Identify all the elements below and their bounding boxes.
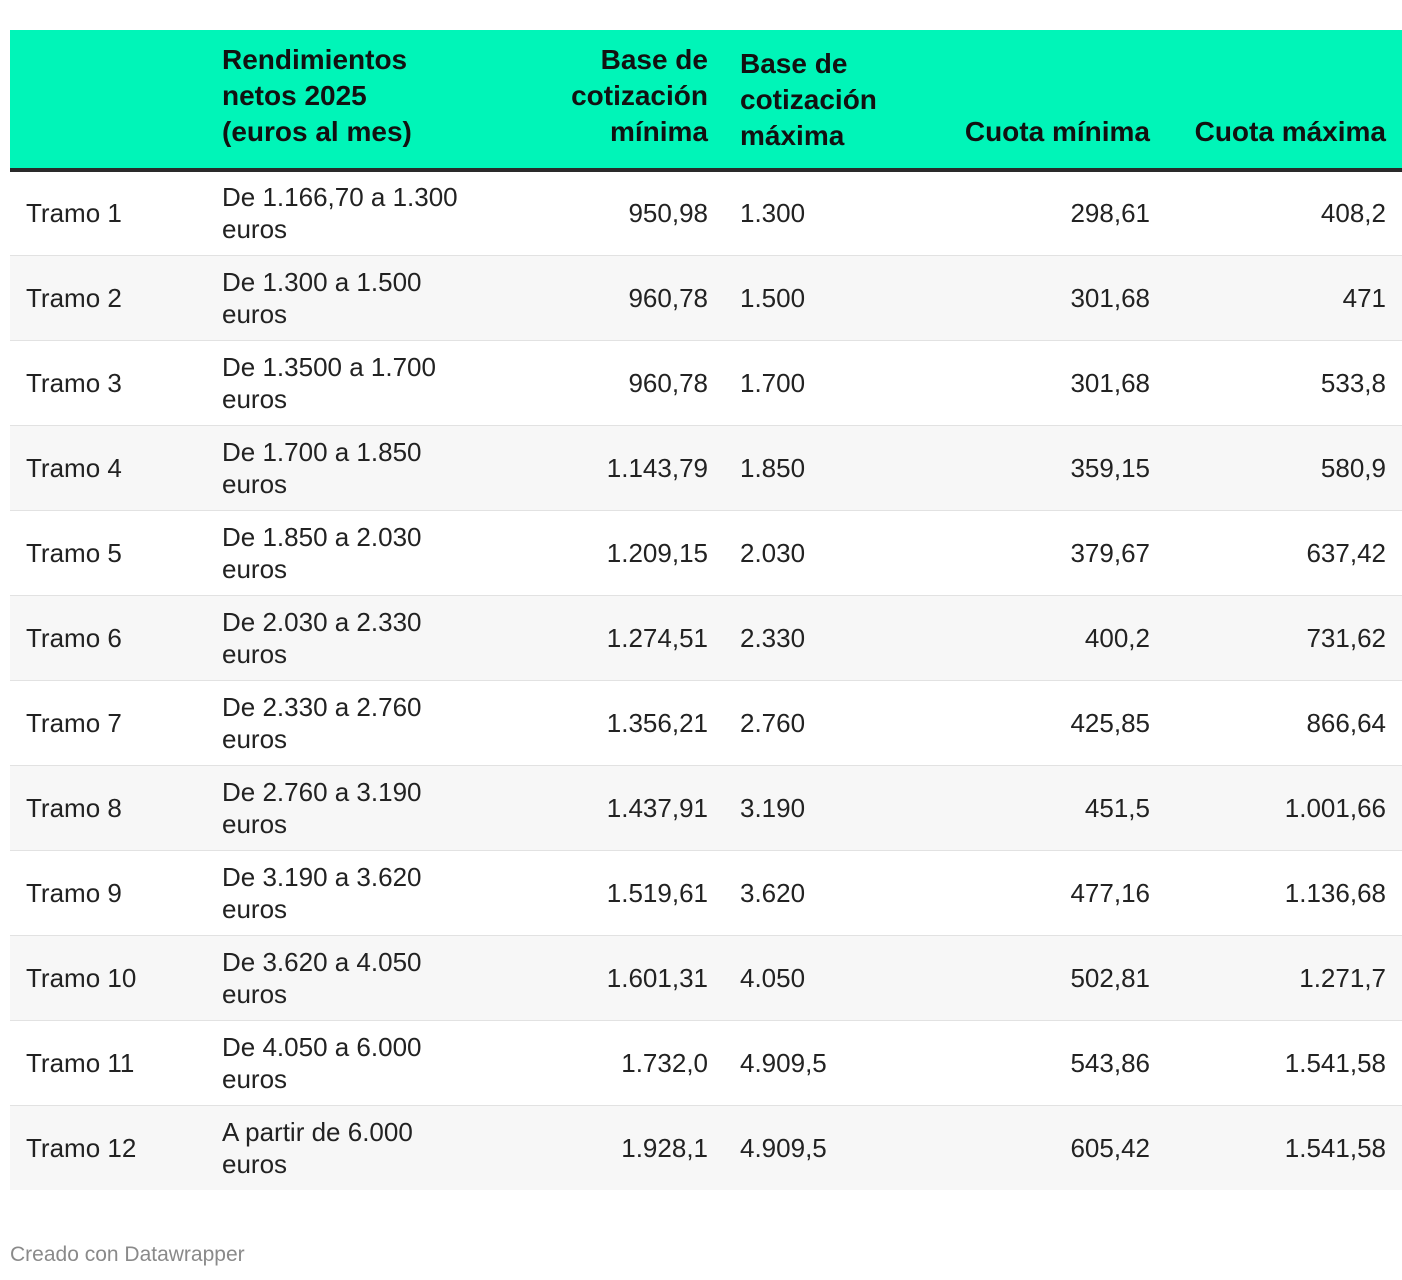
cell-tramo: Tramo 6 [26,622,122,653]
cell-base-maxima: 1.300 [740,198,806,229]
cell-base-maxima: 4.909,5 [740,1047,827,1078]
cell-base-minima: 1.143,79 [606,452,708,483]
cell-cuota-maxima: 1.001,66 [1284,792,1386,823]
table-row [10,340,1402,425]
cell-tramo: Tramo 5 [26,537,122,568]
cell-base-maxima: 2.330 [740,622,806,653]
table-row [10,595,1402,680]
cell-base-maxima: 3.620 [740,877,806,908]
cell-base-minima: 1.209,15 [606,537,708,568]
cell-cuota-minima: 359,15 [1070,452,1150,483]
cell-cuota-maxima: 471 [1342,282,1386,313]
table-row [10,935,1402,1020]
cell-rendimientos: De 1.850 a 2.030 euros [222,521,422,584]
cell-base-minima: 1.928,1 [621,1132,708,1163]
cell-base-maxima: 2.760 [740,707,806,738]
cell-cuota-maxima: 1.271,7 [1299,962,1386,993]
cell-base-minima: 950,98 [628,198,708,229]
cell-rendimientos: De 3.190 a 3.620 euros [222,861,422,924]
header-tramo [10,30,206,170]
cell-base-minima: 1.601,31 [606,962,708,993]
table-row [10,510,1402,595]
table-row [10,170,1402,255]
cell-cuota-minima: 298,61 [1070,198,1150,229]
cell-tramo: Tramo 3 [26,367,122,398]
cell-tramo: Tramo 7 [26,707,122,738]
cell-cuota-maxima: 1.541,58 [1284,1047,1386,1078]
header-base-minima: Base de cotización mínima [475,30,724,170]
table-row [10,850,1402,935]
header-cuota-maxima: Cuota máxima [1166,30,1402,170]
table-row [10,680,1402,765]
cell-rendimientos: A partir de 6.000 euros [222,1116,413,1179]
cell-rendimientos: De 3.620 a 4.050 euros [222,946,422,1009]
cell-base-maxima: 1.700 [740,367,806,398]
cell-tramo: Tramo 1 [26,198,122,229]
cell-base-minima: 960,78 [628,282,708,313]
table-row [10,765,1402,850]
table-row [10,425,1402,510]
header-base-maxima: Base de cotización máxima [724,30,928,170]
cell-rendimientos: De 2.760 a 3.190 euros [222,776,422,839]
cell-base-minima: 1.437,91 [606,792,708,823]
cell-cuota-maxima: 866,64 [1306,707,1386,738]
cell-base-minima: 1.356,21 [606,707,708,738]
data-table-container [10,30,1386,1190]
header-cuota-minima: Cuota mínima [928,30,1166,170]
cell-base-maxima: 3.190 [740,792,806,823]
cell-tramo: Tramo 2 [26,282,122,313]
cell-cuota-maxima: 408,2 [1320,198,1386,229]
cell-base-minima: 1.274,51 [606,622,708,653]
cell-cuota-minima: 502,81 [1070,962,1150,993]
header-rendimientos: Rendimientos netos 2025 (euros al mes) [206,30,475,170]
cell-cuota-maxima: 731,62 [1306,622,1386,653]
cell-rendimientos: De 4.050 a 6.000 euros [222,1031,422,1094]
header-row [10,30,1402,170]
cell-rendimientos: De 1.300 a 1.500 euros [222,266,422,329]
cell-cuota-minima: 379,67 [1070,537,1150,568]
cell-tramo: Tramo 8 [26,792,122,823]
table-row [10,1105,1402,1190]
cell-cuota-maxima: 1.136,68 [1284,877,1386,908]
cell-rendimientos: De 1.3500 a 1.700 euros [222,351,436,414]
cell-tramo: Tramo 9 [26,877,122,908]
cell-cuota-maxima: 533,8 [1320,367,1386,398]
cell-cuota-minima: 400,2 [1084,622,1150,653]
table-body [10,170,1402,1190]
cell-rendimientos: De 1.166,70 a 1.300 euros [222,182,458,245]
table-header [10,30,1402,170]
cell-base-maxima: 1.500 [740,282,806,313]
cell-tramo: Tramo 4 [26,452,122,483]
cell-base-minima: 1.519,61 [606,877,708,908]
cell-base-maxima: 4.050 [740,962,806,993]
cell-cuota-maxima: 637,42 [1306,537,1386,568]
cell-rendimientos: De 1.700 a 1.850 euros [222,436,422,499]
cell-base-maxima: 1.850 [740,452,806,483]
data-table [10,30,1402,1190]
table-row [10,1020,1402,1105]
cell-cuota-minima: 301,68 [1070,367,1150,398]
cell-cuota-maxima: 580,9 [1320,452,1386,483]
cell-cuota-minima: 543,86 [1070,1047,1150,1078]
cell-rendimientos: De 2.030 a 2.330 euros [222,606,422,669]
cell-tramo: Tramo 11 [26,1047,135,1078]
cell-cuota-minima: 301,68 [1070,282,1150,313]
cell-cuota-minima: 477,16 [1070,877,1150,908]
datawrapper-credit: Creado con Datawrapper [10,1243,245,1266]
cell-tramo: Tramo 10 [26,962,137,993]
cell-cuota-minima: 605,42 [1070,1132,1150,1163]
cell-base-maxima: 2.030 [740,537,806,568]
cell-cuota-minima: 425,85 [1070,707,1150,738]
cell-rendimientos: De 2.330 a 2.760 euros [222,691,422,754]
cell-tramo: Tramo 12 [26,1132,137,1163]
cell-cuota-maxima: 1.541,58 [1284,1132,1386,1163]
cell-cuota-minima: 451,5 [1084,792,1150,823]
cell-base-minima: 1.732,0 [621,1047,708,1078]
table-row [10,255,1402,340]
cell-base-minima: 960,78 [628,367,708,398]
cell-base-maxima: 4.909,5 [740,1132,827,1163]
